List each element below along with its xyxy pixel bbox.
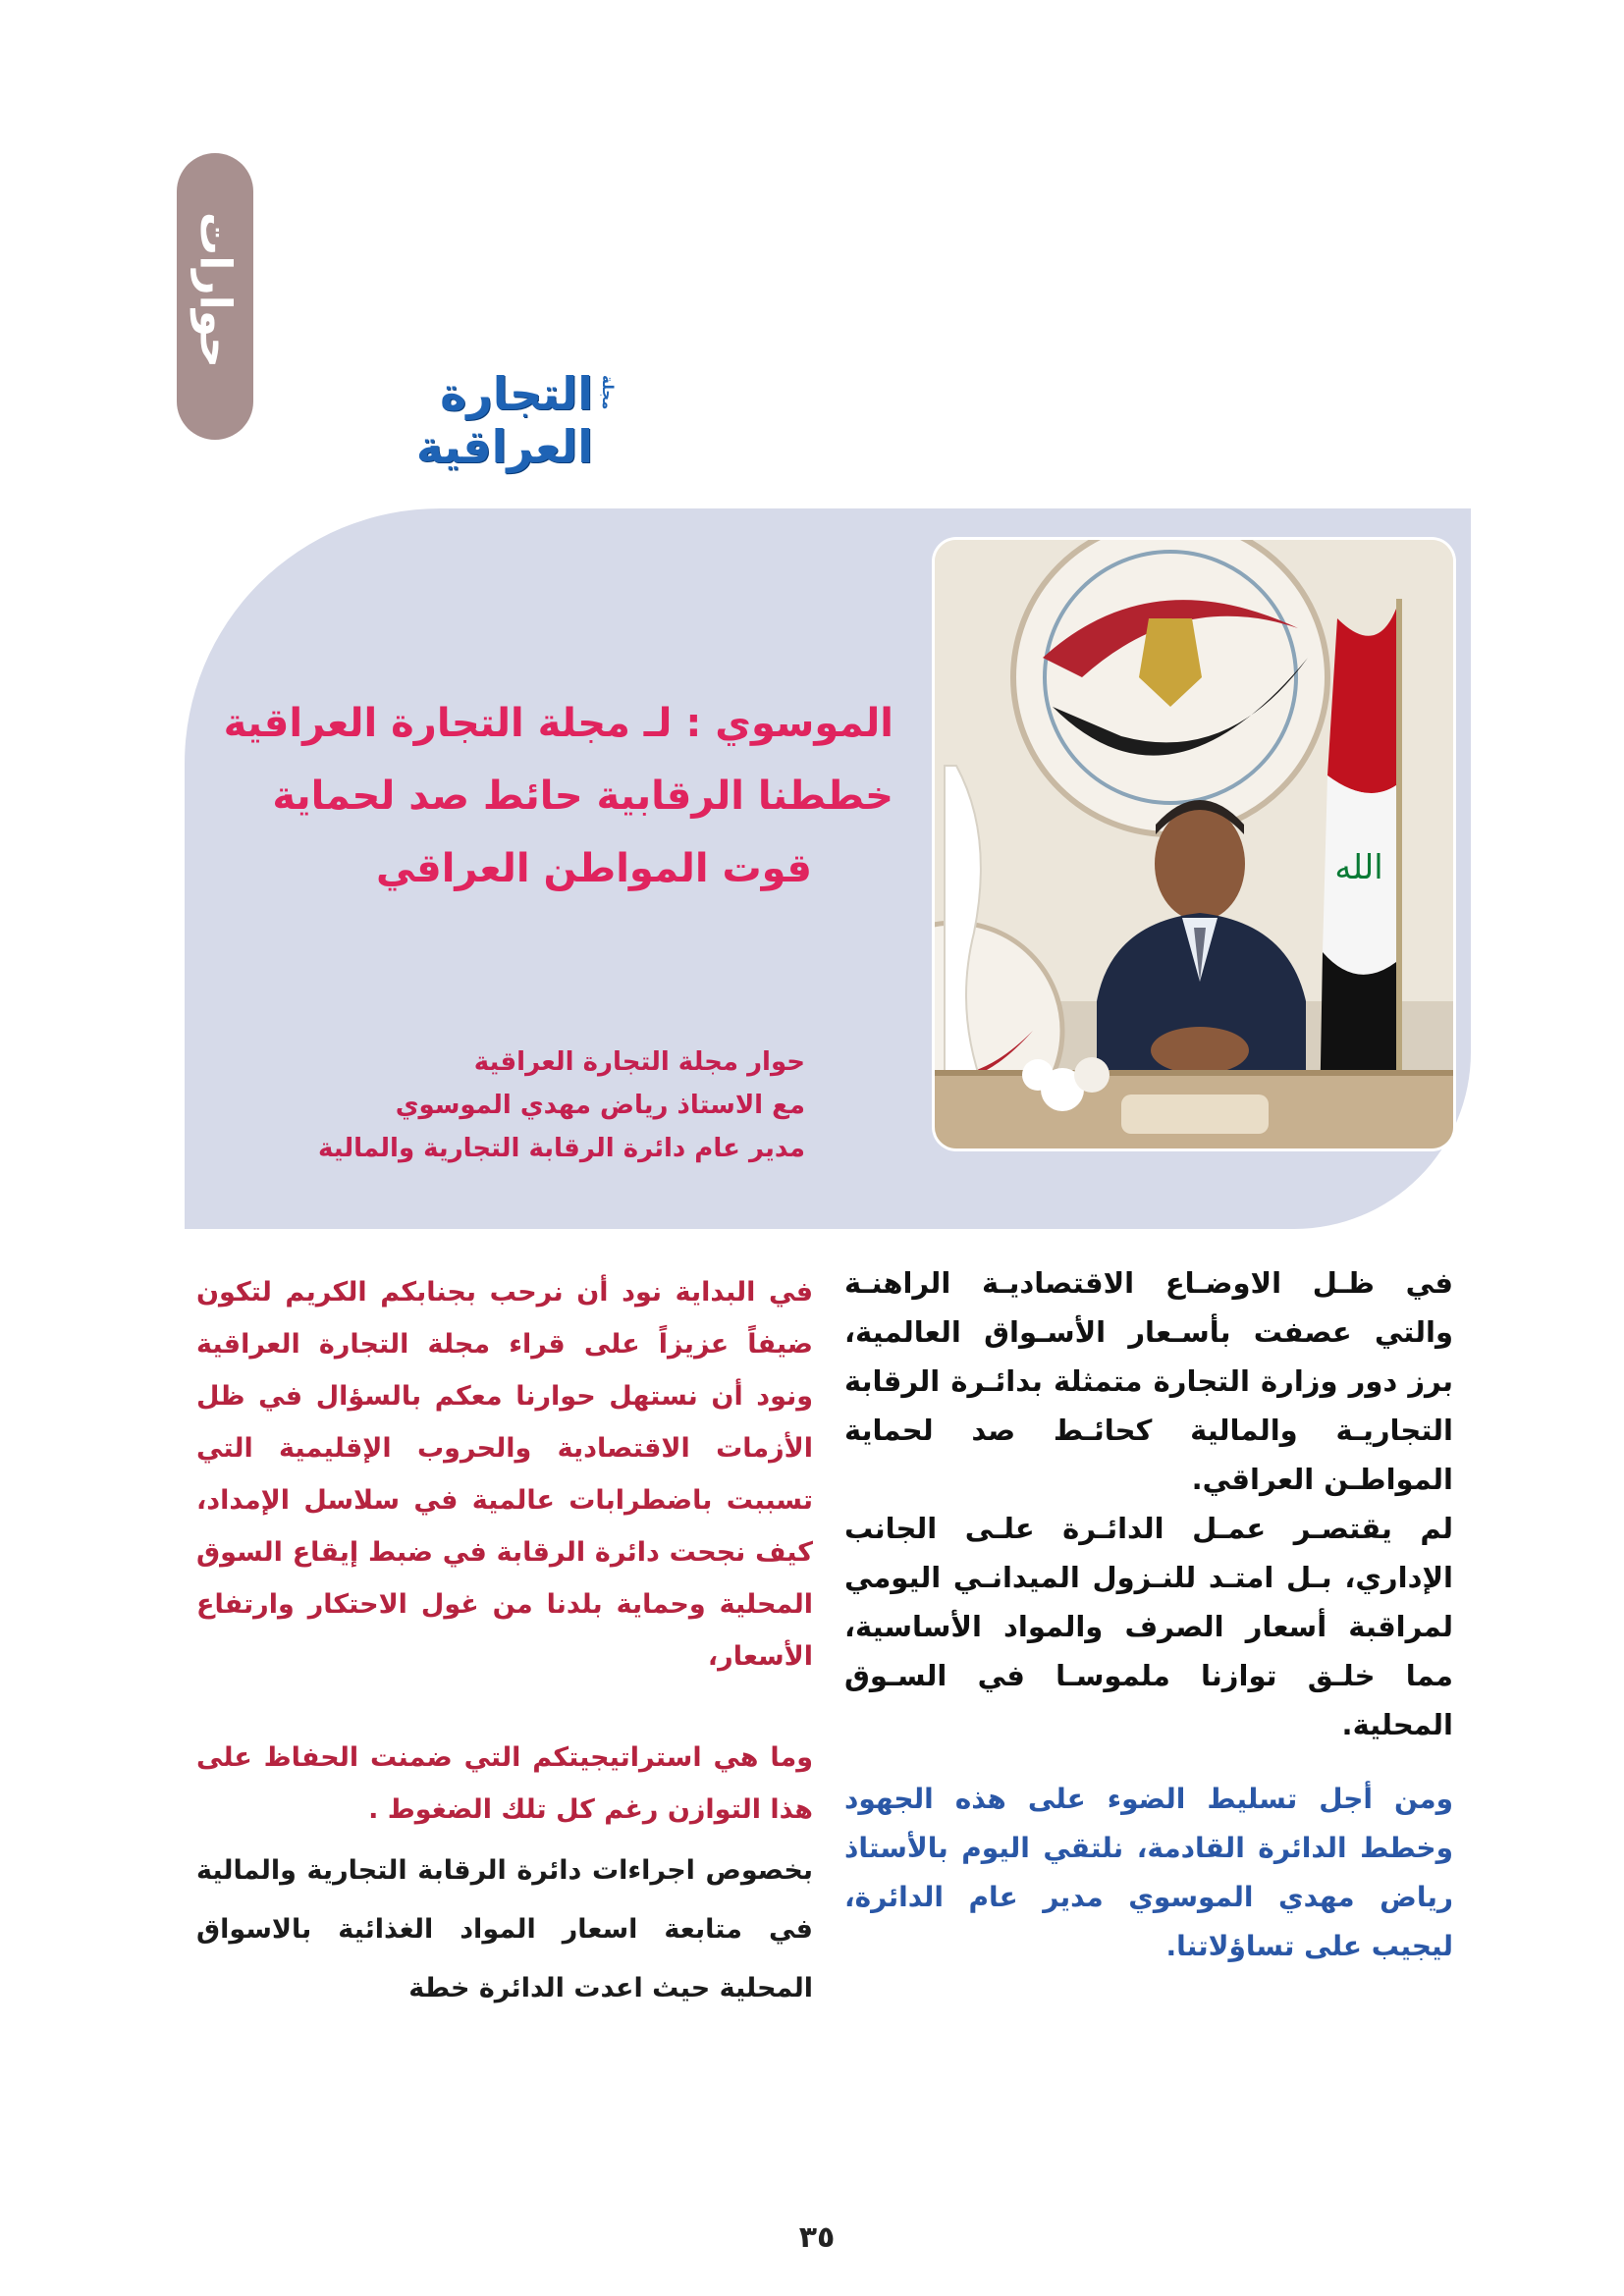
headline <box>223 687 893 905</box>
left-column <box>196 1266 813 2018</box>
interview-intro: ومن أجل تسليط الضوء على هذه الجهود وخطط الدائرة القادمة، نلتقي اليوم بالأستاذ رياض مهدي الموسوي مدير عام الدائرة، ليجيب على تساؤلاتنا. <box>844 1783 1453 1962</box>
headline-line: الموسوي : لـ مجلة التجارة العراقية <box>223 701 893 746</box>
byline-line: حوار مجلة التجارة العراقية <box>473 1047 805 1077</box>
headline-line: قوت المواطن العراقي <box>376 846 812 891</box>
portrait-illustration-icon <box>935 540 1453 1148</box>
answer-1: بخصوص اجراءات دائرة الرقابة التجارية والمالية في متابعة اسعار المواد الغذائية بالاسواق المحلية حيث اعدت الدائرة خطة <box>196 1855 813 2003</box>
byline-line: مدير عام دائرة الرقابة التجارية والمالية <box>317 1134 805 1163</box>
question-2: وما هي استراتيجيتكم التي ضمنت الحفاظ على هذا التوازن رغم كل تلك الضغوط . <box>196 1742 813 1825</box>
intro-paragraph: لم يقتصـر عمـل الدائـرة علـى الجانب الإداري، بـل امتـد للنـزول الميدانـي اليومي لمراقبة أسعار الصرف والمواد الأساسية، مما خلـق توازنا ملموسـا في السـوق المحلية. <box>844 1512 1453 1741</box>
page-number: ٣٥ <box>798 2220 836 2255</box>
right-column <box>844 1258 1453 1971</box>
byline <box>295 1041 805 1170</box>
svg-text:الله: الله <box>1334 848 1383 887</box>
intro-paragraph: في ظـل الاوضـاع الاقتصاديـة الراهنـة والتي عصفت بأسـعار الأسـواق العالمية، برز دور وزارة التجارة متمثلة بدائـرة الرقابة التجاريـة والمالية كحائـط صد لحماية المواطـن العراقي. <box>844 1266 1453 1496</box>
masthead-title: التجارة العراقية <box>415 367 593 473</box>
portrait-photo <box>935 540 1453 1148</box>
masthead-prefix: مجلة <box>599 375 617 410</box>
headline-line: خططنا الرقابية حائط صد لحماية <box>272 774 893 819</box>
byline-line: مع الاستاذ رياض مهدي الموسوي <box>395 1091 805 1120</box>
section-tab <box>177 153 253 440</box>
question-1: في البداية نود أن نرحب بجنابكم الكريم لتكون ضيفاً عزيزاً على قراء مجلة التجارة العراقية ونود أن نستهل حوارنا معكم بالسؤال في ظل الأزمات الاقتصادية والحروب الإقليمية التي تسببت باضطرابات عالمية في سلاسل الإمداد، كيف نجحت دائرة الرقابة في ضبط إيقاع السوق المحلية وحماية بلدنا من غول الاحتكار وارتفاع الأسعار، <box>196 1277 813 1672</box>
section-label: حوارات <box>189 212 241 369</box>
magazine-masthead <box>263 365 617 473</box>
